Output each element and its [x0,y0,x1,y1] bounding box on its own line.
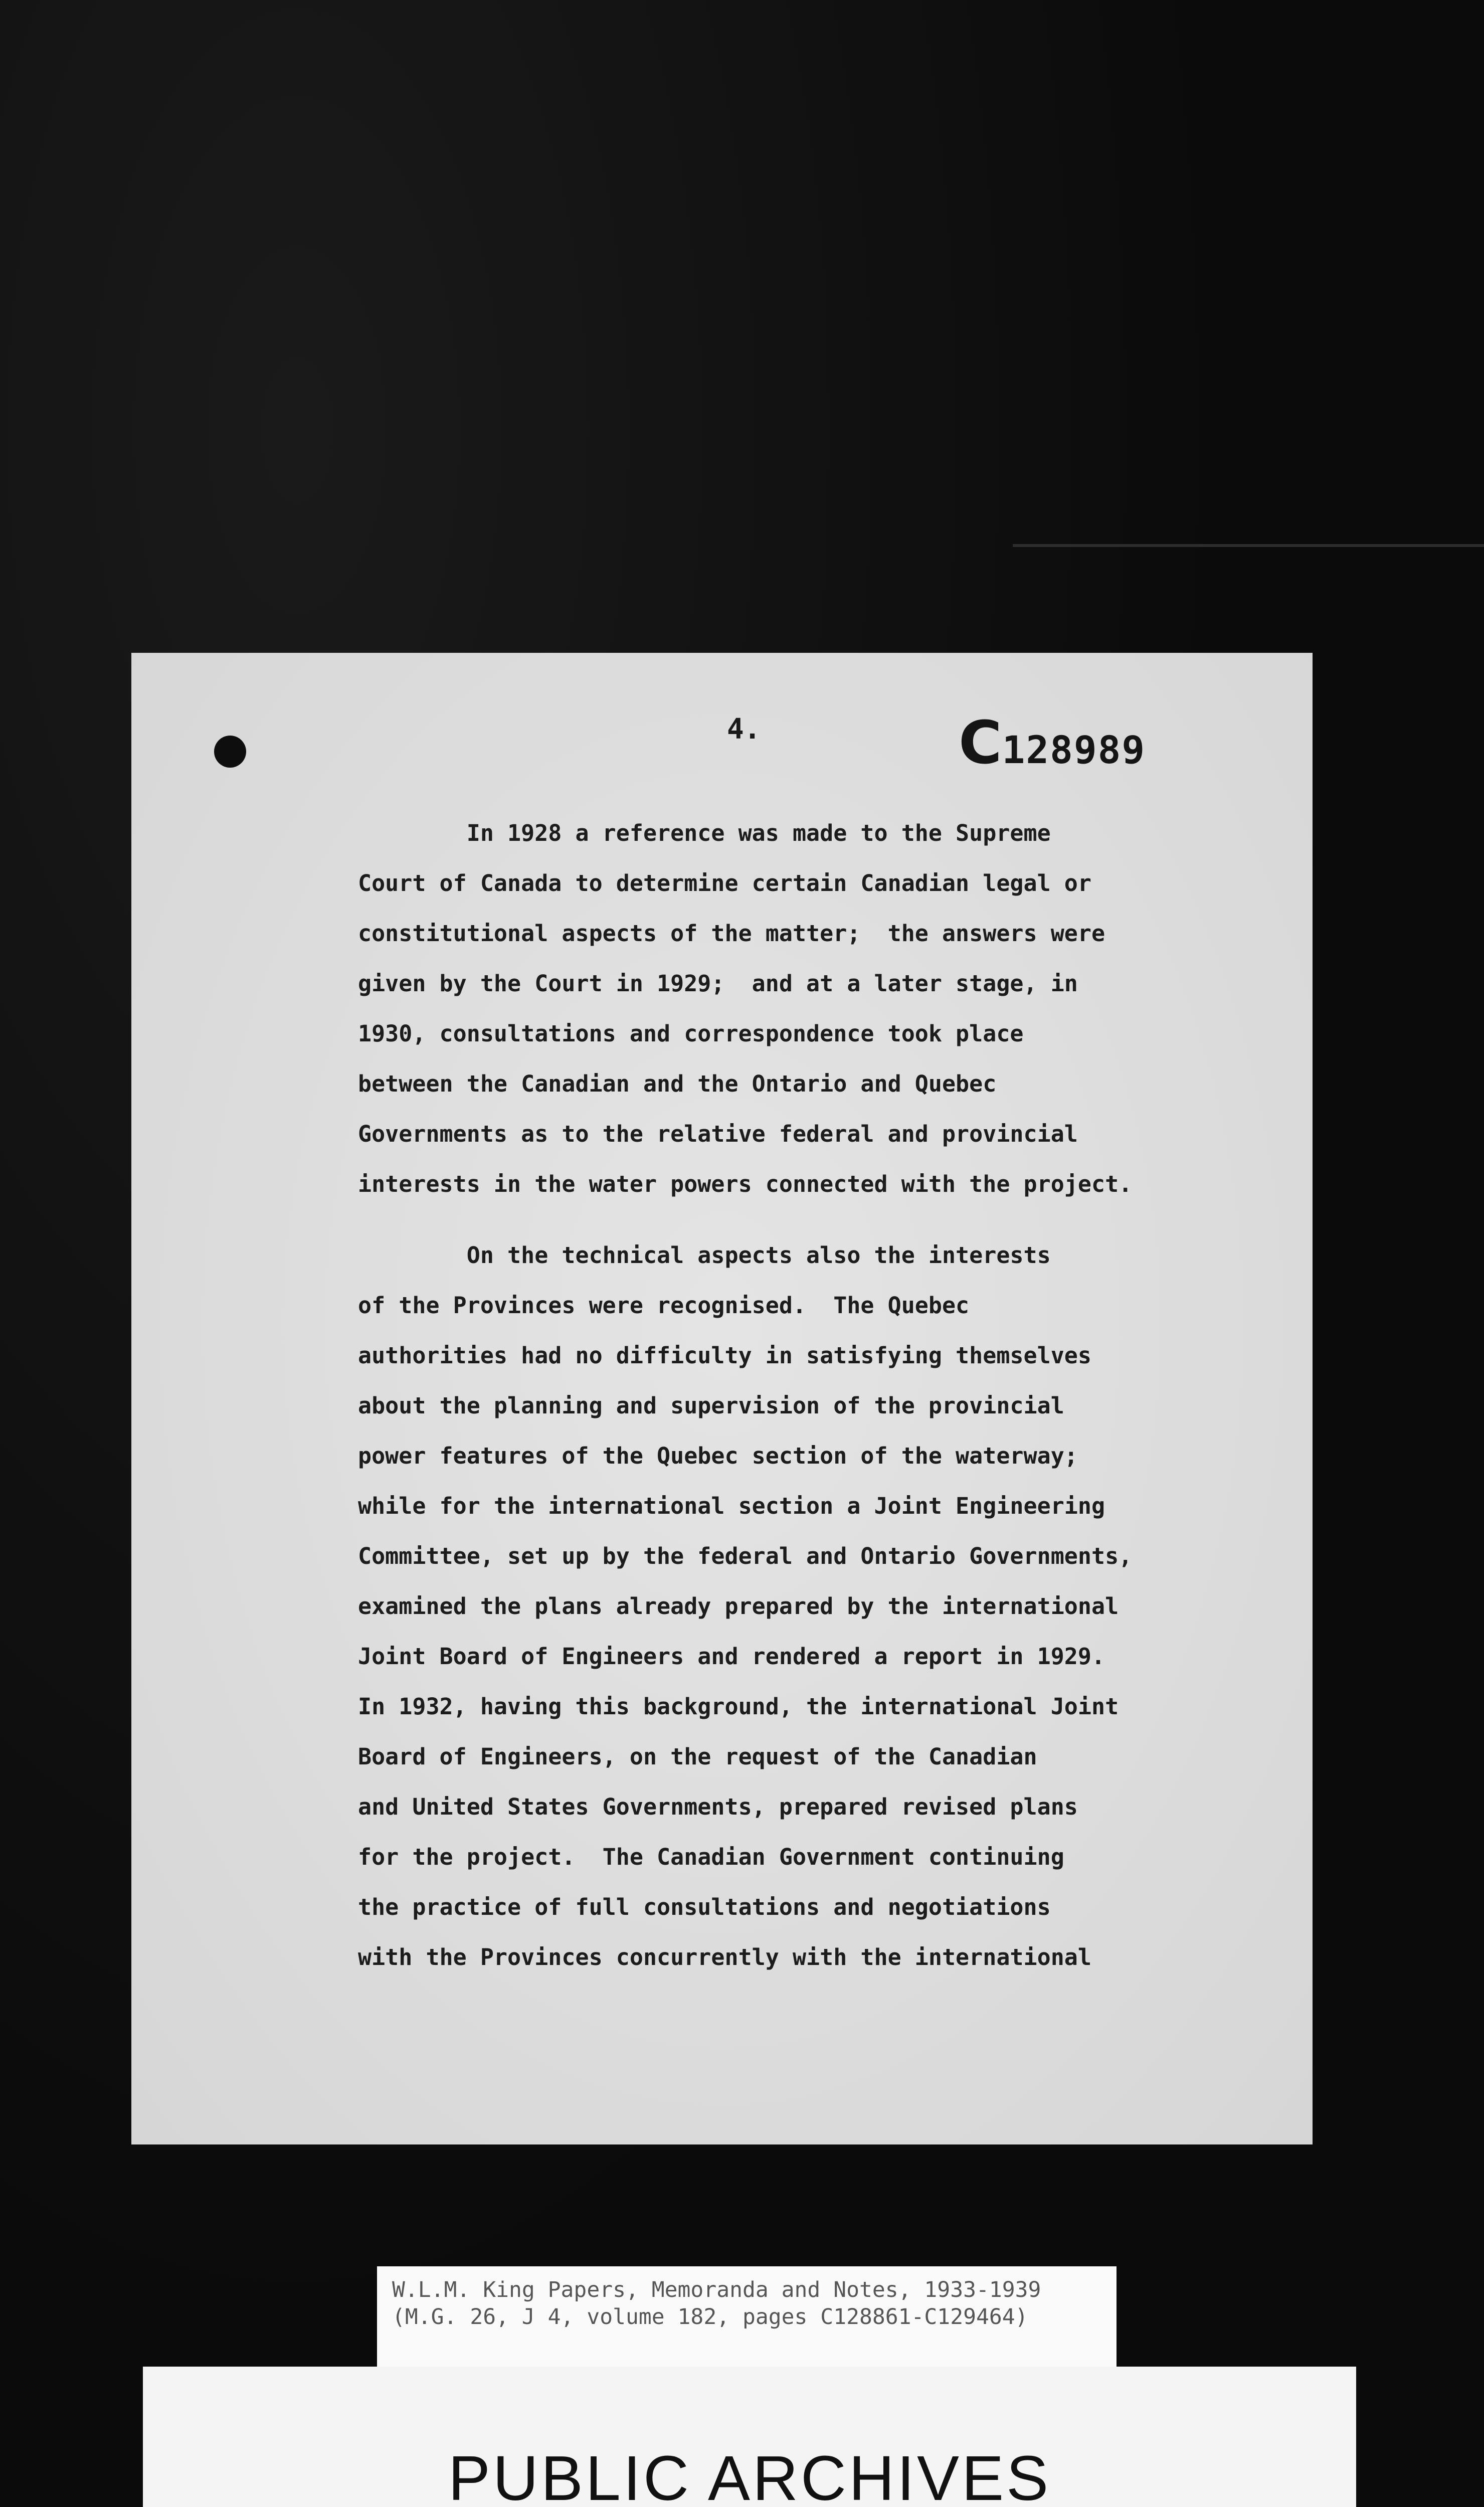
text-line: Committee, set up by the federal and Ontario Governments, [358,1543,1133,1569]
reference-line: W.L.M. King Papers, Memoranda and Notes, 1933-1939 [392,2277,1041,2302]
text-line: In 1932, having this background, the international Joint [358,1693,1119,1720]
text-line: Board of Engineers, on the request of the Canadian [358,1743,1037,1770]
text-line: between the Canadian and the Ontario and Quebec [358,1070,997,1097]
text-line: constitutional aspects of the matter; the answers were [358,920,1105,947]
document-page [131,653,1313,2144]
text-line: authorities had no difficulty in satisfying themselves [358,1342,1091,1369]
archives-card [143,2367,1356,2507]
text-line: while for the international section a Joint Engineering [358,1493,1105,1519]
reference-slip [377,2266,1117,2372]
archives-title-english: PUBLIC ARCHIVES [448,2443,1051,2507]
text-line: Governments as to the relative federal and provincial [358,1121,1078,1147]
stamp-prefix: C [959,708,1002,777]
text-line: about the planning and supervision of the provincial [358,1392,1064,1419]
text-line: and United States Governments, prepared revised plans [358,1794,1078,1820]
stamp-number: 128989 [1002,728,1146,772]
body-text [358,808,1250,1983]
text-line: the practice of full consultations and negotiations [358,1894,1051,1920]
text-line: Court of Canada to determine certain Canadian legal or [358,870,1091,897]
punch-hole [214,736,246,768]
text-line: given by the Court in 1929; and at a later stage, in [358,970,1078,997]
text-line: 1930, consultations and correspondence took place [358,1020,1024,1047]
page-number: 4. [727,713,761,746]
text-line: In 1928 a reference was made to the Supreme [358,820,1051,846]
text-line: for the project. The Canadian Government continuing [358,1844,1064,1870]
archive-stamp [959,708,1146,777]
text-line: On the technical aspects also the interests [358,1242,1051,1269]
text-line: Joint Board of Engineers and rendered a report in 1929. [358,1643,1105,1670]
text-line: of the Provinces were recognised. The Quebec [358,1292,970,1319]
text-line: interests in the water powers connected with the project. [358,1171,1133,1197]
film-edge-line [1013,544,1484,547]
text-line: examined the plans already prepared by the international [358,1593,1119,1620]
paragraph-gap [358,1209,1250,1230]
text-line: power features of the Quebec section of the waterway; [358,1443,1078,1469]
reference-line: (M.G. 26, J 4, volume 182, pages C128861-C129464) [392,2304,1028,2330]
text-line: with the Provinces concurrently with the international [358,1944,1091,1971]
